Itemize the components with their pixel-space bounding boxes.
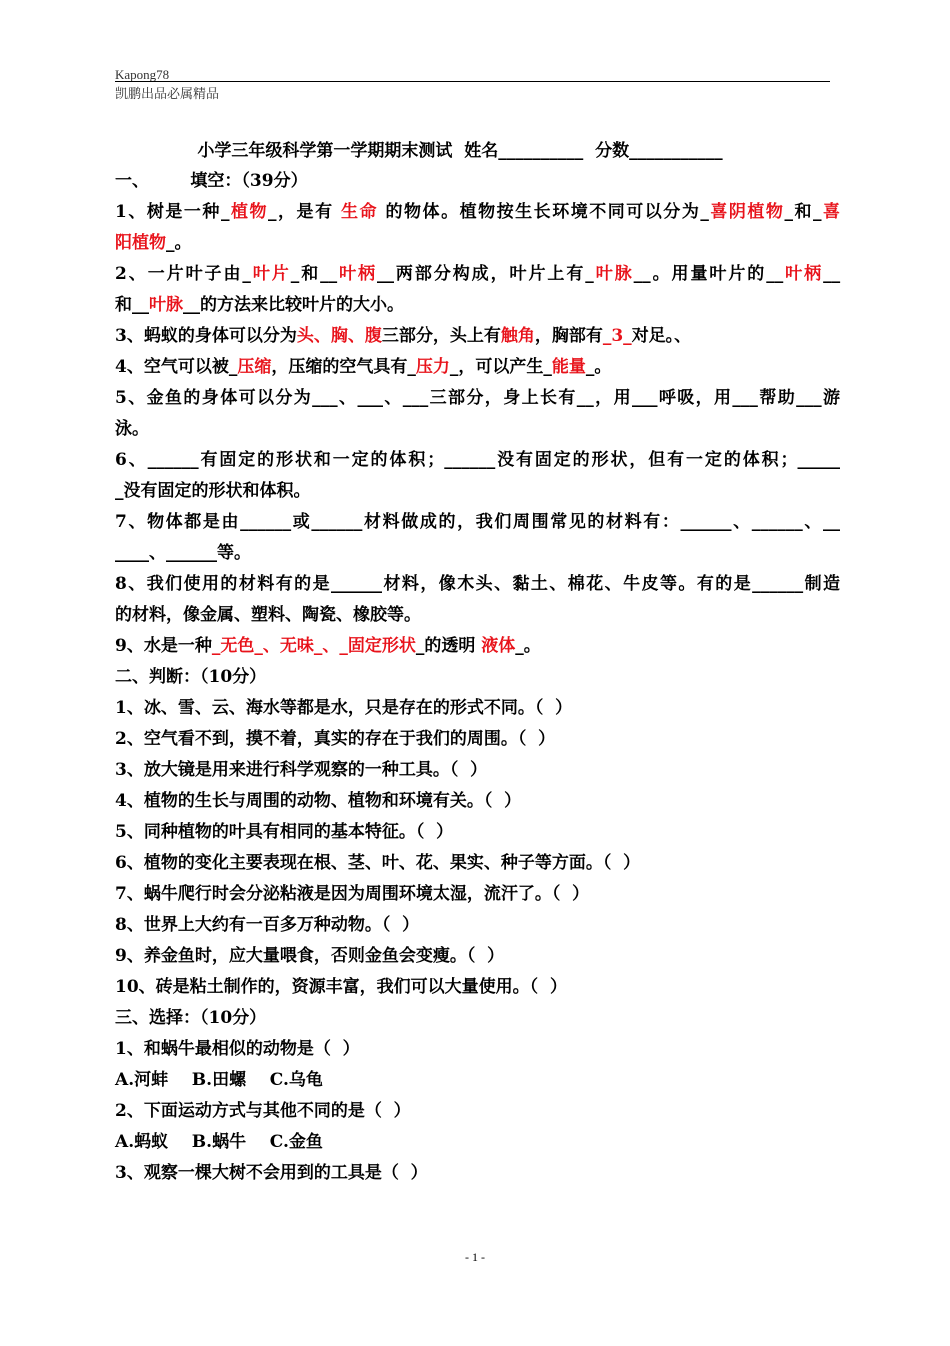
text-line: [115, 352, 840, 383]
question-text: 6、植物的变化主要表现在根、茎、叶、花、果实、种子等方面。（ ）: [115, 853, 641, 873]
question-text: 一、 填空：（39分）: [115, 171, 308, 191]
text-line: [115, 972, 840, 1003]
text-line: [115, 538, 840, 569]
answer-text: 头、胸、腹: [296, 326, 382, 346]
question-text: 5、同种植物的叶具有相同的基本特征。（ ）: [115, 822, 454, 842]
question-text: 9、水是一种: [115, 636, 212, 656]
text-line: [115, 414, 840, 445]
text-line: [115, 755, 840, 786]
question-text: 二、判断：（10分）: [115, 667, 267, 687]
answer-text: 植物: [229, 202, 269, 222]
answer-text: 能量: [551, 357, 586, 377]
question-text: 3、蚂蚁的身体可以分为: [115, 326, 297, 346]
text-line: [115, 662, 840, 693]
text-line: [115, 1003, 840, 1034]
question-text: __两部分构成，叶片上有_: [376, 264, 594, 284]
answer-text: 叶柄: [337, 264, 377, 284]
text-line: [115, 166, 840, 197]
question-text: _，可以产生_: [449, 357, 552, 377]
text-line: [115, 1065, 840, 1096]
text-line: [115, 941, 840, 972]
answer-text: 喜: [821, 202, 841, 222]
header-tagline: 凯鹏出品必属精品: [115, 86, 220, 101]
question-text: __: [823, 264, 841, 284]
question-text: 8、世界上大约有一百多万种动物。（ ）: [115, 915, 420, 935]
answer-text: 触角: [500, 326, 535, 346]
question-text: ，胸部有: [534, 326, 603, 346]
text-line: [115, 569, 840, 600]
text-line: [115, 321, 840, 352]
question-text: 1、冰、雪、云、海水等都是水，只是存在的形式不同。（ ）: [115, 698, 573, 718]
question-text: _，是有: [268, 202, 342, 222]
question-text: A.河蚌 B.田螺 C.乌龟: [115, 1070, 323, 1090]
question-list: [115, 166, 840, 1189]
text-line: [115, 383, 840, 414]
answer-text: 叶脉: [149, 295, 183, 315]
question-text: A.蚂蚁 B.蜗牛 C.金鱼: [115, 1132, 323, 1152]
question-text: _。: [515, 636, 541, 656]
answer-text: 叶脉: [593, 264, 634, 284]
question-text: _没有固定的形状和体积。: [115, 481, 311, 501]
text-line: [115, 1096, 840, 1127]
text-line: [115, 507, 840, 538]
exam-body: [115, 136, 840, 1189]
question-text: 2、一片叶子由_: [115, 264, 251, 284]
text-line: [115, 290, 840, 321]
text-line: [115, 910, 840, 941]
question-text: ，压缩的空气具有_: [271, 357, 416, 377]
question-text: 3、观察一棵大树不会用到的工具是（ ）: [115, 1163, 428, 1183]
text-line: [115, 848, 840, 879]
answer-text: 叶片: [250, 264, 291, 284]
question-text: 10、砖是粘土制作的，资源丰富，我们可以大量使用。（ ）: [115, 977, 567, 997]
answer-text: 叶柄: [783, 264, 824, 284]
answer-text: 喜阴植物: [708, 202, 785, 222]
exam-title: 小学三年级科学第一学期期末测试 姓名__________ 分数___________: [197, 141, 723, 161]
question-text: 9、养金鱼时，应大量喂食，否则金鱼会变瘦。（ ）: [115, 946, 505, 966]
question-text: 2、下面运动方式与其他不同的是（ ）: [115, 1101, 411, 1121]
answer-text: 压缩: [237, 357, 272, 377]
text-line: [115, 1127, 840, 1158]
answer-text: _无色_、无味_、_固定形状: [211, 636, 416, 656]
question-text: _。: [166, 233, 192, 253]
question-text: ____、______等。: [115, 543, 251, 563]
header-author: Kapong78: [115, 67, 170, 82]
question-text: 的材料，像金属、塑料、陶瓷、橡胶等。: [115, 605, 421, 625]
question-text: 1、树是一种_: [115, 202, 230, 222]
header-rule: [115, 81, 830, 82]
question-text: 7、物体都是由______或______材料做成的，我们周围常见的材料有：______、______、__: [115, 512, 840, 532]
text-line: [115, 786, 840, 817]
question-text: 三部分，头上有: [381, 326, 501, 346]
text-line: [115, 228, 840, 259]
answer-text: 阳植物: [115, 233, 166, 253]
text-line: [115, 197, 840, 228]
question-text: _的透明: [415, 636, 482, 656]
text-line: [115, 631, 840, 662]
answer-text: _3_: [602, 326, 632, 346]
question-text: 对足。、: [631, 326, 692, 346]
text-line: [115, 259, 840, 290]
text-line: [115, 1034, 840, 1065]
text-line: [115, 724, 840, 755]
question-text: 1、和蜗牛最相似的动物是（ ）: [115, 1039, 360, 1059]
question-text: _和__: [290, 264, 338, 284]
text-line: [115, 693, 840, 724]
text-line: [115, 600, 840, 631]
question-text: 5、金鱼的身体可以分为___、___、___三部分，身上长有__，用___呼吸，用___帮助___游: [115, 388, 840, 408]
question-text: 7、蜗牛爬行时会分泌粘液是因为周围环境太湿，流汗了。（ ）: [115, 884, 590, 904]
question-text: _和_: [784, 202, 822, 222]
text-line: [115, 1158, 840, 1189]
page-number: - 1 -: [465, 1250, 485, 1264]
question-text: _。: [585, 357, 612, 377]
text-line: [115, 445, 840, 476]
question-text: 4、空气可以被_: [115, 357, 238, 377]
question-text: 三、选择：（10分）: [115, 1008, 267, 1028]
question-text: 8、我们使用的材料有的是______材料，像木头、黏土、棉花、牛皮等。有的是______制造: [115, 574, 840, 594]
answer-text: 生命: [341, 202, 379, 222]
text-line: [115, 817, 840, 848]
answer-text: 压力: [415, 357, 450, 377]
question-text: 6、______有固定的形状和一定的体积；______没有固定的形状，但有一定的体积；_____: [115, 450, 840, 470]
question-text: 的物体。植物按生长环境不同可以分为_: [378, 202, 709, 222]
text-line: [115, 476, 840, 507]
question-text: 3、放大镜是用来进行科学观察的一种工具。（ ）: [115, 760, 488, 780]
question-text: __的方法来比较叶片的大小。: [183, 295, 404, 315]
question-text: 4、植物的生长与周围的动物、植物和环境有关。（ ）: [115, 791, 522, 811]
question-text: 2、空气看不到，摸不着，真实的存在于我们的周围。（ ）: [115, 729, 556, 749]
question-text: 和__: [115, 295, 149, 315]
answer-text: 液体: [481, 636, 516, 656]
question-text: __。用量叶片的__: [633, 264, 784, 284]
text-line: [115, 879, 840, 910]
question-text: 泳。: [115, 419, 149, 439]
